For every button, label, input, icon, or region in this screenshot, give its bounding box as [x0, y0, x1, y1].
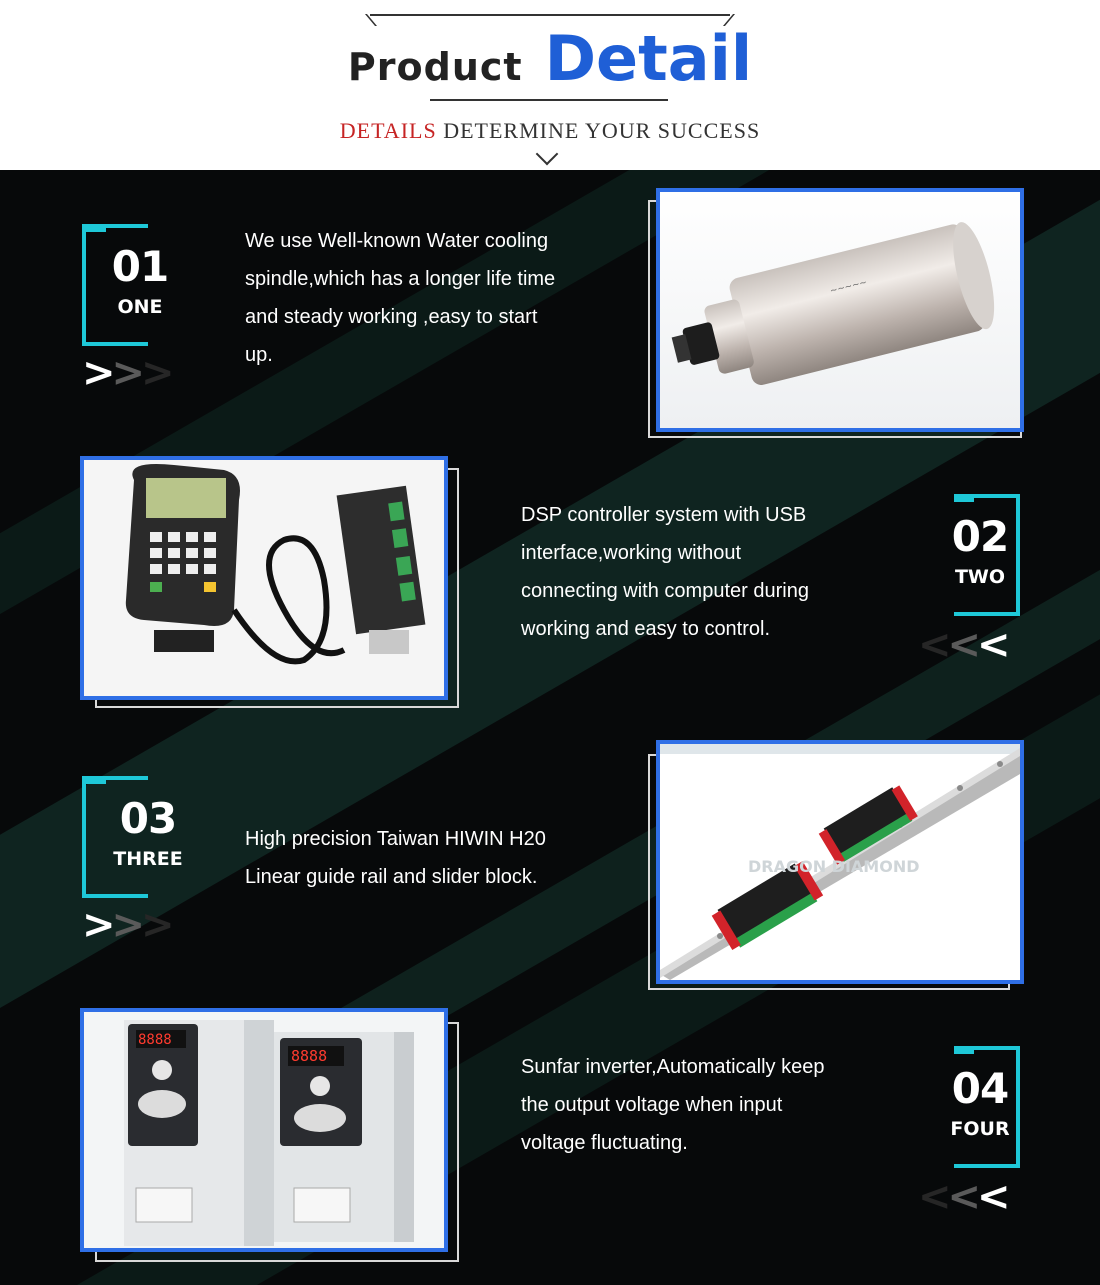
description-01 — [245, 222, 625, 374]
spindle-photo — [656, 188, 1024, 432]
guide-rail-photo — [656, 740, 1024, 984]
display-digits: 8888 — [138, 1032, 172, 1048]
badge-number: 03 — [119, 794, 177, 843]
description-line: and steady working ,easy to start — [245, 306, 538, 328]
description-line: Linear guide rail and slider block. — [245, 866, 538, 888]
description-line: interface,working without — [521, 542, 742, 564]
watermark-text: DRAGON DIAMOND — [748, 857, 920, 876]
description-03 — [245, 820, 625, 896]
description-line: High precision Taiwan HIWIN H20 — [245, 828, 546, 850]
description-line: voltage fluctuating. — [521, 1132, 688, 1154]
badge-word: TWO — [954, 566, 1006, 588]
badge-number: 02 — [951, 512, 1009, 561]
arrows-left: <<< — [918, 622, 1007, 668]
title-detail: Detail — [544, 22, 753, 95]
inverter-photo — [80, 1008, 448, 1252]
arrows-right: >>> — [82, 350, 171, 396]
description-line: spindle,which has a longer life time — [245, 268, 556, 290]
controller-photo — [80, 456, 448, 700]
section-header — [0, 0, 1100, 170]
svg-text:~~~~~: ~~~~~ — [829, 277, 869, 297]
description-line: Sunfar inverter,Automatically keep — [521, 1056, 825, 1078]
badge-word: THREE — [113, 848, 183, 870]
details-panel — [0, 170, 1100, 1285]
header-top-line — [370, 14, 730, 16]
chevron-down-icon — [536, 143, 559, 166]
badge-number: 01 — [111, 242, 169, 291]
description-line: connecting with computer during — [521, 580, 809, 602]
subtitle-rest: DETERMINE YOUR SUCCESS — [436, 118, 761, 143]
description-line: DSP controller system with USB — [521, 504, 807, 526]
title-product: Product — [347, 45, 523, 89]
subtitle-highlight: DETAILS — [339, 118, 437, 143]
display-digits: 8888 — [291, 1047, 328, 1065]
description-line: working and easy to control. — [521, 618, 771, 640]
description-line: the output voltage when input — [521, 1094, 783, 1116]
description-line: We use Well-known Water cooling — [245, 230, 549, 252]
badge-word: ONE — [117, 296, 163, 318]
linear-guide-rail-image — [660, 744, 1020, 980]
sunfar-inverter-image — [84, 1012, 444, 1248]
badge-01 — [82, 224, 168, 342]
header-underline — [430, 99, 668, 101]
spindle-image — [660, 192, 1020, 428]
badge-number: 04 — [951, 1064, 1009, 1113]
badge-03 — [82, 776, 183, 894]
arrows-right: >>> — [82, 902, 171, 948]
description-02 — [521, 496, 901, 648]
badge-04 — [934, 1046, 1020, 1164]
dsp-controller-image — [84, 460, 444, 696]
description-line: up. — [245, 344, 273, 366]
subtitle — [0, 118, 1100, 144]
badge-word: FOUR — [950, 1118, 1010, 1140]
page-title — [0, 22, 1100, 95]
description-04 — [521, 1048, 901, 1162]
arrows-left: <<< — [918, 1174, 1007, 1220]
badge-02 — [934, 494, 1020, 612]
